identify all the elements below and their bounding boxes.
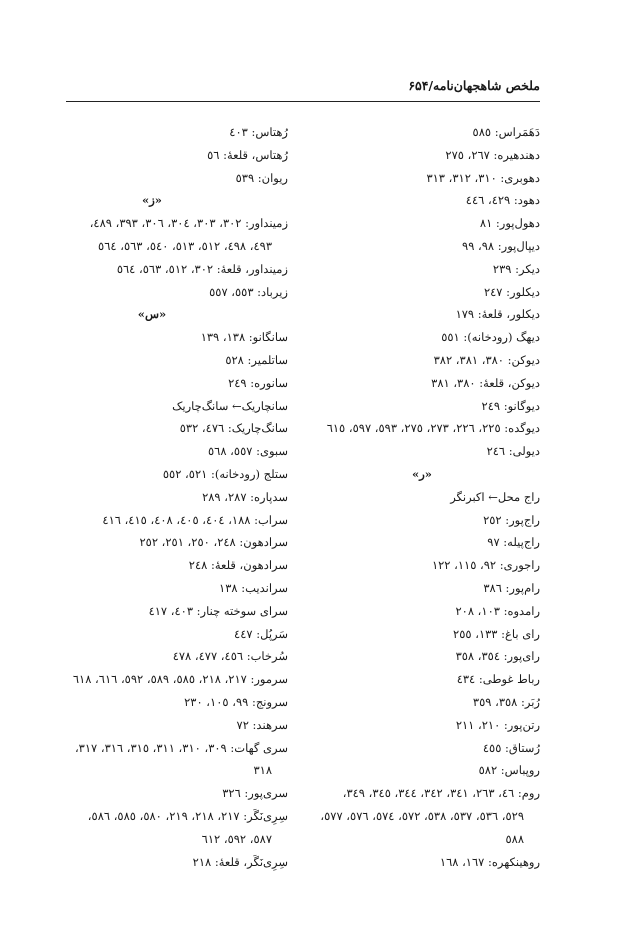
index-entry-line: روم: ٤٦، ٢٦٣، ٣٤١، ٣٤٢، ٣٤٤، ٣٤٥، ٣٤٩،	[342, 786, 540, 801]
index-entry: رتن‌پور: ٢١٠، ٢١١	[455, 717, 540, 732]
index-entry: سدپاره: ٢٨٧، ٢٨٩	[202, 489, 288, 504]
index-entry: سانوره: ٢٤٩	[228, 375, 288, 390]
index-entry: دهندهیره: ٢٦٧، ٢٧٥	[445, 147, 540, 162]
index-entry	[16, 737, 288, 783]
index-entry	[304, 782, 540, 850]
index-entry: روپباس: ٥٨٢	[478, 763, 540, 778]
index-entry-line: سری گهات: ٣٠٩، ٣١٠، ٣١١، ٣١٥، ٣١٦، ٣١٧،	[74, 740, 288, 755]
index-entry-continuation: ٣١٨	[253, 763, 272, 778]
index-column-right	[304, 121, 540, 873]
index-entry: دهود: ٤٢٩، ٤٤٦	[465, 193, 540, 208]
index-entry-continuation: ٤٩٣، ٤٩٨، ٥١٢، ٥١٣، ٥٤٠، ٥٦٣، ٥٦٤	[98, 238, 272, 253]
index-entry: دیوکن: ٣٨٠، ٣٨١، ٣٨٢	[433, 352, 540, 367]
index-entry: دیهگ (رودخانه): ٥٥١	[441, 330, 540, 345]
index-entry: راج‌پور: ٢٥٢	[483, 512, 540, 527]
index-entry: روهینکهره: ١٦٧، ١٦٨	[439, 854, 540, 869]
index-entry	[16, 805, 288, 851]
index-entry: دیوکن، قلعهٔ: ٣٨٠، ٣٨١	[431, 375, 540, 390]
index-entry: سُرخاب: ٤٥٦، ٤٧٧، ٤٧٨	[172, 649, 288, 664]
index-entry: زمینداور، قلعهٔ: ٣٠٢، ٥١٢، ٥٦٣، ٥٦٤	[116, 261, 288, 276]
index-entry: سرمور: ٢١٧، ٢١٨، ٥٨٥، ٥٨٩، ٥٩٢، ٦١٦، ٦١٨	[72, 672, 288, 687]
index-entry: دیکر: ٢٣٩	[492, 261, 540, 276]
index-entry: ساتلمیر: ٥٢٨	[225, 352, 288, 367]
section-heading: «ز»	[142, 193, 162, 208]
index-entry-continuation: ٥٨٨	[505, 831, 524, 846]
index-column-left	[16, 121, 288, 873]
index-entry: سراندیب: ١٣٨	[219, 580, 288, 595]
index-entry: سرونج: ٩٩، ١٠٥، ٢٣٠	[184, 694, 288, 709]
index-entry	[16, 212, 288, 258]
section-heading: «س»	[137, 307, 167, 322]
index-entry: سَرپُل: ٤٤٧	[234, 626, 288, 641]
index-entry: رام‌پور: ٣٨٦	[483, 580, 540, 595]
index-entry: رُبَر: ٣٥٨، ٣٥٩	[472, 694, 540, 709]
index-entry: سری‌پور: ٣٢٦	[222, 786, 288, 801]
index-entry: سانچاریک← سانگ‌چاریک	[172, 398, 288, 413]
index-entry: دیوگده: ٢٢٥، ٢٢٦، ٢٧٣، ٢٧٥، ٥٩٣، ٥٩٧، ٦١٥	[326, 421, 540, 436]
index-entry: دیکلور: ٢٤٧	[483, 284, 540, 299]
index-entry: سِرِی‌نَگَر، قلعهٔ: ٢١٨	[192, 854, 288, 869]
index-entry: دیوگانو: ٢٤٩	[481, 398, 540, 413]
index-entry: دیولی: ٢٤٦	[486, 444, 540, 459]
index-entry: سرادهون، قلعهٔ: ٢٤٨	[188, 558, 288, 573]
index-entry: دیپال‌پور: ٩٨، ٩٩	[462, 238, 540, 253]
section-heading: «ر»	[412, 466, 432, 481]
index-entry: سبوی: ٥٥٧، ٥٦٨	[207, 444, 288, 459]
index-entry: ستلج (رودخانه): ٥٢١، ٥٥٢	[162, 466, 288, 481]
index-entry: زیرباد: ٥٥٣، ٥٥٧	[209, 284, 288, 299]
index-entry: راج محل← اکبرنگر	[450, 489, 540, 504]
index-entry: سرهند: ٧٢	[236, 717, 288, 732]
index-entry: سرادهون: ٢٤٨، ٢٥٠، ٢٥١، ٢٥٢	[139, 535, 288, 550]
index-entry: رباط غوطی: ٤٣٤	[456, 672, 540, 687]
index-entry: سراب: ١٨٨، ٤٠٤، ٤٠٥، ٤٠٨، ٤١٥، ٤١٦	[102, 512, 288, 527]
index-entry-continuation: ٥٨٧، ٥٩٢، ٦١٢	[201, 831, 272, 846]
index-entry: راجوری: ٩٢، ١١٥، ١٢٢	[431, 558, 540, 573]
index-entry-continuation: ٥٢٩، ٥٣٦، ٥٣٧، ٥٣٨، ٥٧٢، ٥٧٤، ٥٧٦، ٥٧٧،	[320, 808, 524, 823]
index-entry: رُهتاس: ٤٠٣	[229, 125, 288, 139]
index-entry-line: سِرِی‌نَگَر: ٢١٧، ٢١٨، ٢١٩، ٥٨٠، ٥٨٥، ٥٨٦،	[87, 808, 288, 823]
index-entry: دَهَمَراس: ٥٨٥	[472, 125, 540, 139]
index-entry: رای باغ: ١٣٣، ٢٥٥	[453, 626, 540, 641]
index-entry: دیکلور، قلعهٔ: ١٧٩	[455, 307, 540, 322]
index-entry: سرای سوخته چنار: ٤٠٣، ٤١٧	[148, 603, 288, 618]
index-entry-line: زمینداور: ٣٠٢، ٣٠٣، ٣٠٤، ٣٠٦، ٣٩٣، ٤٨٩،	[89, 216, 288, 231]
index-entry: رای‌پور: ٣٥٤، ٣٥٨	[455, 649, 540, 664]
index-entry: دهول‌پور: ٨١	[479, 216, 540, 231]
page-header: ملخص شاهجهان‌نامه/۶۵۴	[408, 78, 540, 93]
index-entry: دهوبری: ٣١٠، ٣١٢، ٣١٣	[426, 170, 540, 185]
header-rule	[66, 101, 540, 102]
index-entry: رُستاق: ٤٥٥	[482, 740, 540, 755]
index-entry: سانگانو: ١٣٨، ١٣٩	[200, 330, 288, 345]
index-entry: راج‌پیله: ٩٧	[487, 535, 540, 550]
index-entry: ریوان: ٥٣٩	[235, 170, 288, 185]
index-entry: رامدوه: ١٠٣، ٢٠٨	[455, 603, 540, 618]
index-entry: رُهتاس، قلعهٔ: ٥٦	[207, 147, 288, 162]
index-entry: سانگ‌چاریک: ٤٧٦، ٥٣٢	[179, 421, 288, 436]
